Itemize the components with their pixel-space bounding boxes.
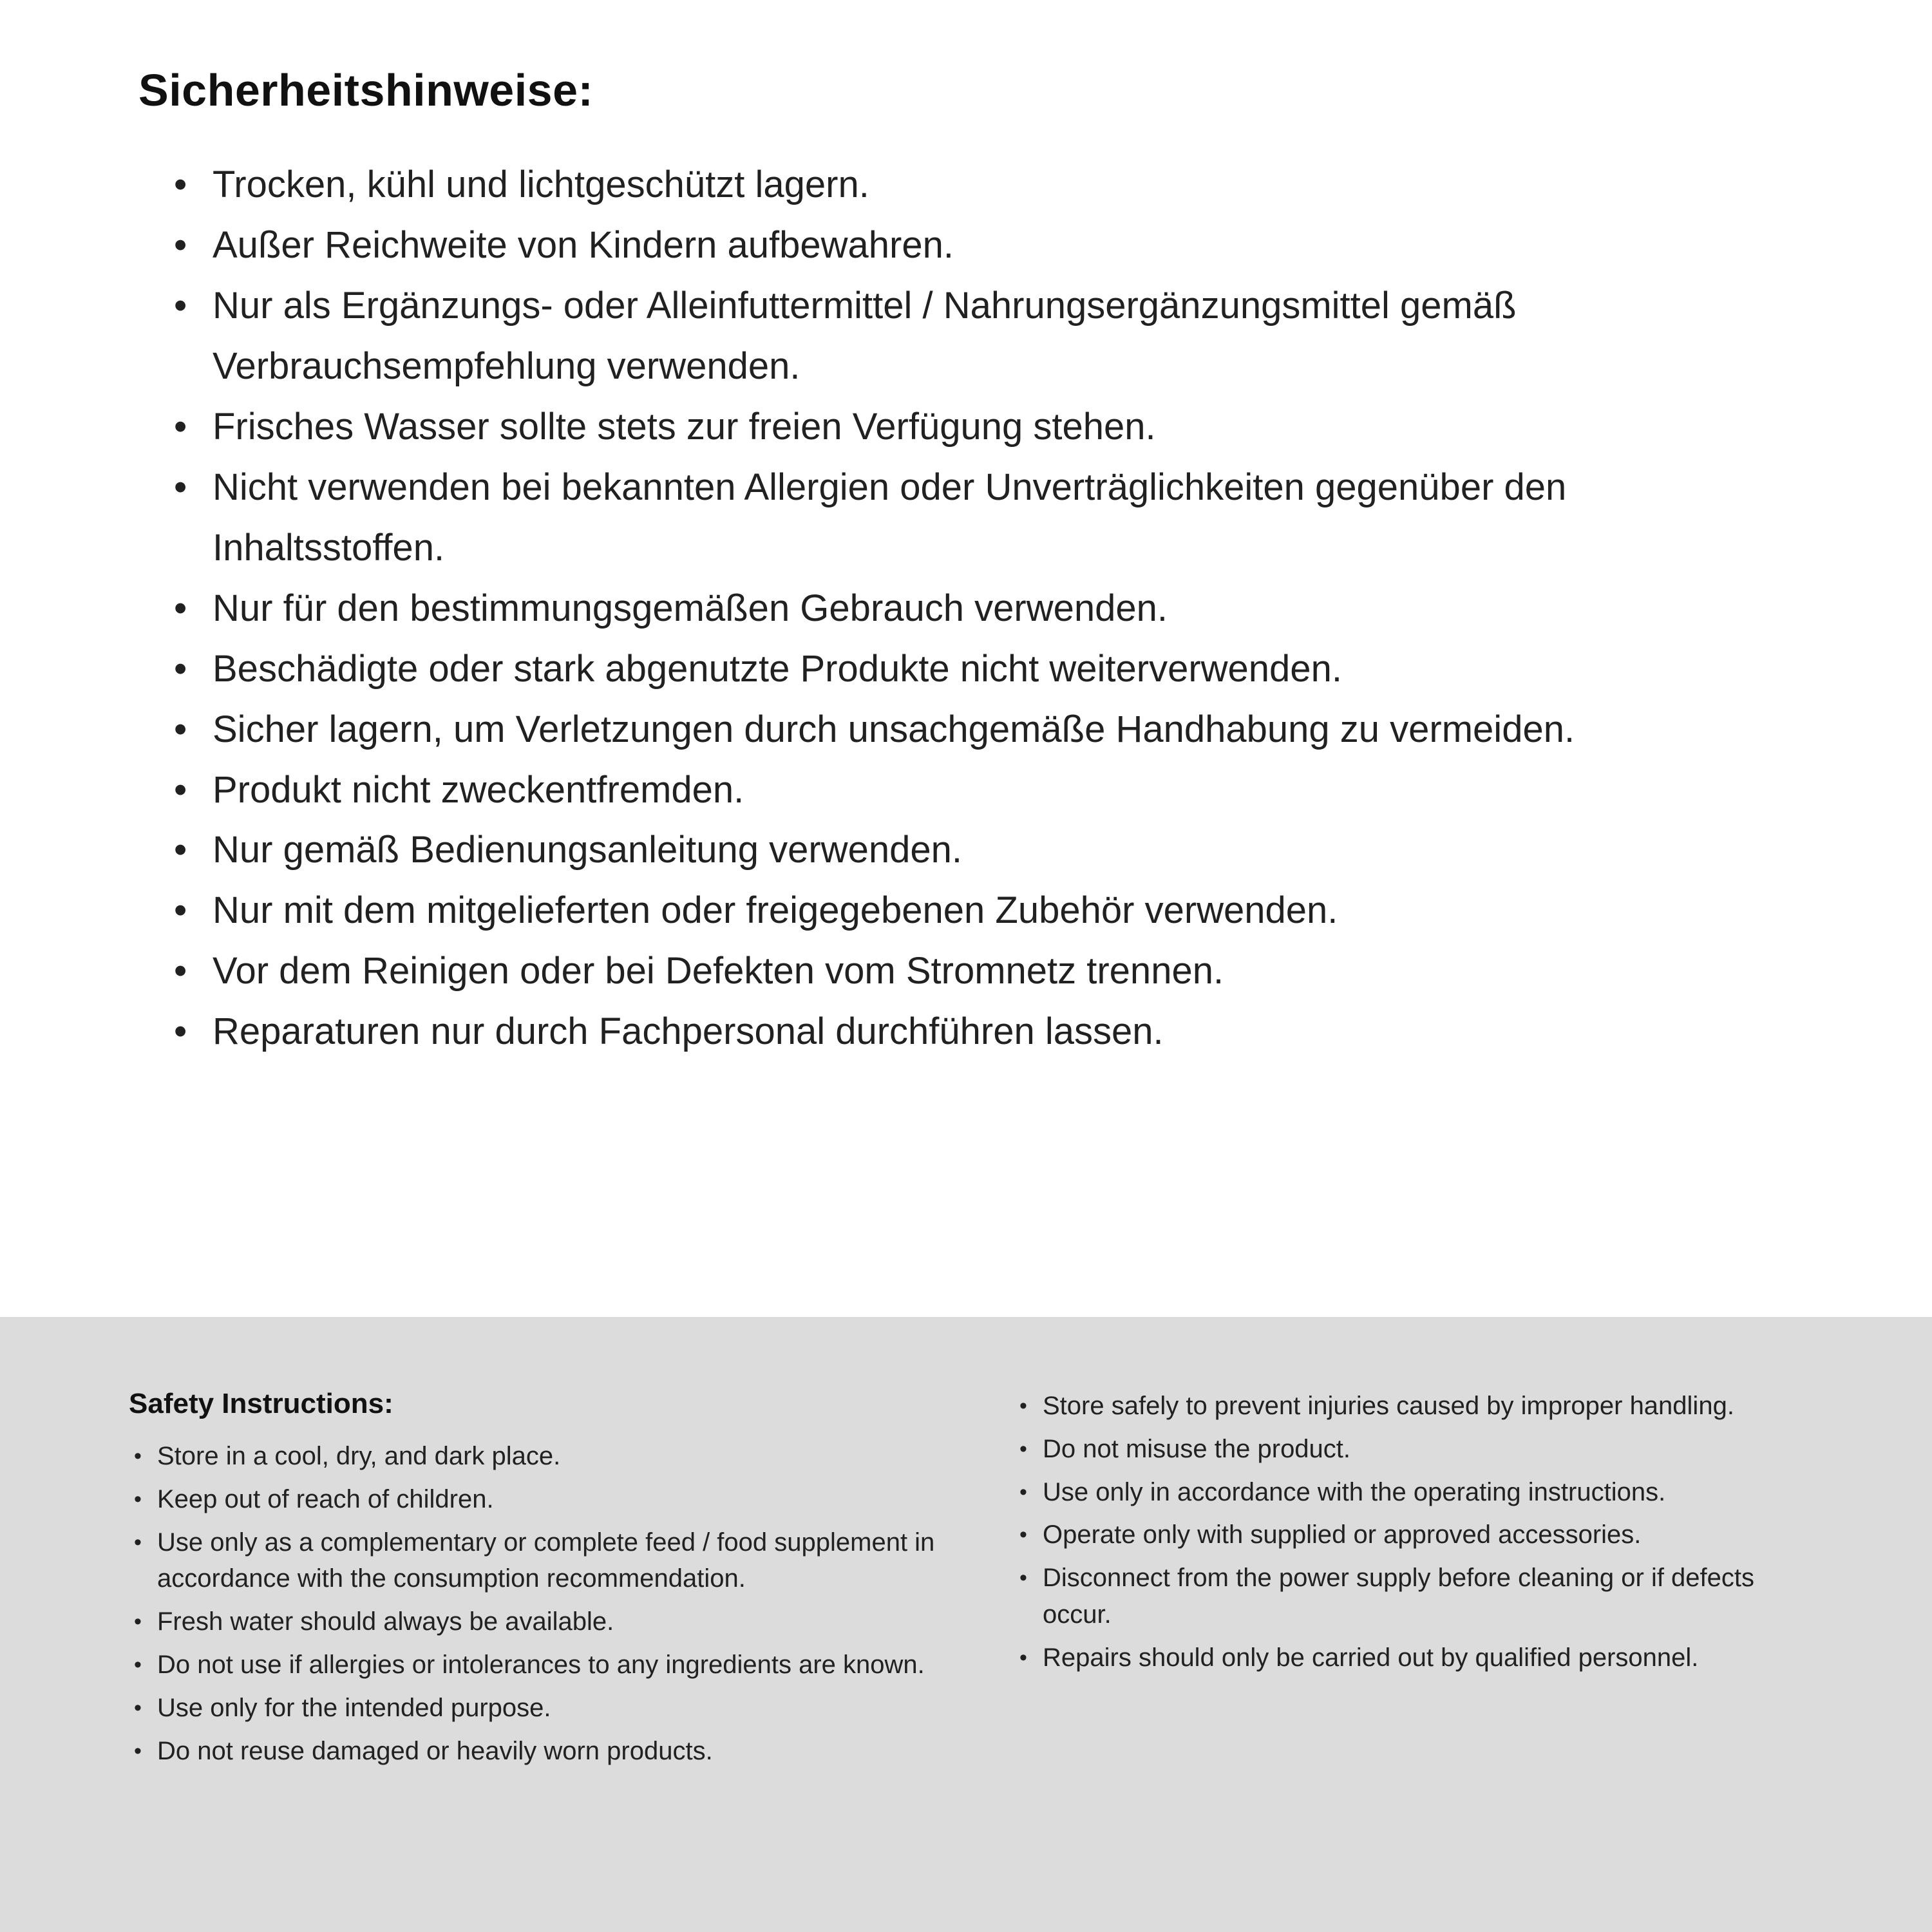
list-item: • Produkt nicht zweckentfremden. [174,760,1803,820]
list-item: • Außer Reichweite von Kindern aufbewahren. [174,215,1803,276]
german-safety-list [174,155,1803,1062]
list-item: • Vor dem Reinigen oder bei Defekten vom Stromnetz trennen. [174,941,1803,1001]
list-item: • Beschädigte oder stark abgenutzte Produkte nicht weiterverwenden. [174,639,1803,699]
english-safety-list-right [1014,1388,1823,1676]
list-item: • Operate only with supplied or approved accessories. [1014,1517,1823,1553]
list-item: • Use only as a complementary or complete feed / food supplement in accordance with the consumption recommendation. [129,1524,937,1598]
english-left-column [129,1388,937,1893]
list-item: • Do not reuse damaged or heavily worn products. [129,1733,937,1770]
list-item: • Nur für den bestimmungsgemäßen Gebrauch verwenden. [174,578,1803,639]
list-item: • Store in a cool, dry, and dark place. [129,1438,937,1475]
list-item: • Repairs should only be carried out by qualified personnel. [1014,1640,1823,1676]
list-item: • Fresh water should always be available. [129,1604,937,1640]
list-item: • Disconnect from the power supply before cleaning or if defects occur. [1014,1560,1823,1633]
list-item: • Do not misuse the product. [1014,1431,1823,1468]
list-item: • Reparaturen nur durch Fachpersonal durchführen lassen. [174,1001,1803,1062]
english-section-title: Safety Instructions: [129,1388,393,1419]
english-safety-list-left [129,1438,937,1769]
list-item: • Store safely to prevent injuries caused by improper handling. [1014,1388,1823,1425]
english-safety-section [0,1317,1932,1932]
list-item: • Nur gemäß Bedienungsanleitung verwenden. [174,820,1803,880]
list-item: • Use only for the intended purpose. [129,1690,937,1727]
list-item: • Keep out of reach of children. [129,1481,937,1518]
list-item: • Sicher lagern, um Verletzungen durch unsachgemäße Handhabung zu vermeiden. [174,699,1803,760]
english-right-column [1014,1388,1823,1893]
list-item: • Use only in accordance with the operating instructions. [1014,1474,1823,1511]
list-item: • Nur mit dem mitgelieferten oder freigegebenen Zubehör verwenden. [174,880,1803,941]
list-item: • Nicht verwenden bei bekannten Allergien oder Unverträglichkeiten gegenüber den Inhaltsstoffen. [174,457,1803,578]
german-section-title: Sicherheitshinweise: [138,65,594,115]
list-item: • Nur als Ergänzungs- oder Alleinfuttermittel / Nahrungsergänzungsmittel gemäß Verbrauchsempfehlung verwenden. [174,276,1803,397]
list-item: • Trocken, kühl und lichtgeschützt lagern. [174,155,1803,215]
list-item: • Do not use if allergies or intolerances to any ingredients are known. [129,1647,937,1683]
list-item: • Frisches Wasser sollte stets zur freien Verfügung stehen. [174,397,1803,457]
